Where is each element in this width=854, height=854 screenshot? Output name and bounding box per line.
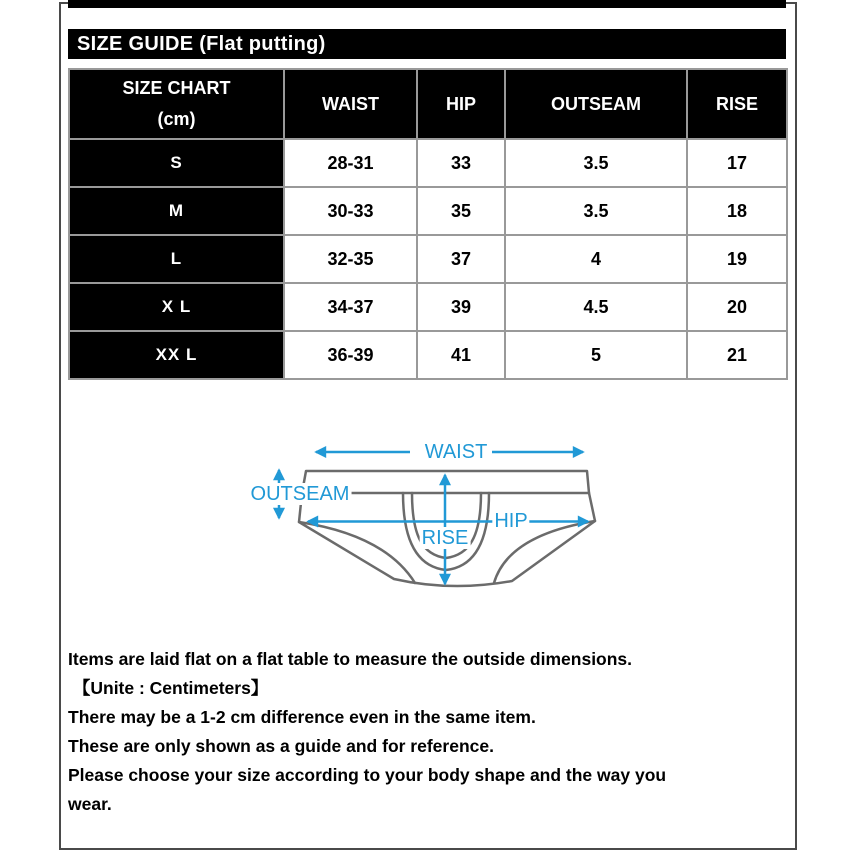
outseam-value: 3.5	[505, 187, 687, 235]
note-line: 【Unite : Centimeters】	[68, 678, 269, 698]
outseam-value: 4.5	[505, 283, 687, 331]
note-line: Please choose your size according to your body shape and the way you	[68, 765, 667, 785]
size-chart-header-line1: SIZE CHART	[122, 78, 231, 98]
note-line: wear.	[68, 794, 112, 814]
outseam-label: OUTSEAM	[250, 483, 350, 505]
size-guide-title-bar	[68, 29, 786, 59]
rise-value: 20	[687, 283, 787, 331]
rise-value: 17	[687, 139, 787, 187]
waist-value: 30-33	[284, 187, 417, 235]
rise-label: RISE	[421, 527, 469, 549]
rise-value: 21	[687, 331, 787, 379]
rise-value: 18	[687, 187, 787, 235]
size-chart-header-line2: (cm)	[157, 109, 196, 129]
size-label-l: L	[69, 235, 284, 283]
size-label-m: M	[69, 187, 284, 235]
waist-value: 36-39	[284, 331, 417, 379]
column-header-size-chart	[69, 69, 284, 139]
size-label-xl: X L	[69, 283, 284, 331]
hip-value: 37	[417, 235, 505, 283]
table-header-row	[69, 69, 787, 139]
waist-value: 34-37	[284, 283, 417, 331]
table-row	[69, 187, 787, 235]
note-line: Items are laid flat on a flat table to measure the outside dimensions.	[68, 649, 633, 669]
size-label-s: S	[69, 139, 284, 187]
note-line: There may be a 1-2 cm difference even in the same item.	[68, 707, 536, 727]
note-line: These are only shown as a guide and for reference.	[68, 736, 494, 756]
size-chart-table	[68, 68, 788, 380]
waist-value: 28-31	[284, 139, 417, 187]
hip-value: 39	[417, 283, 505, 331]
hip-value: 33	[417, 139, 505, 187]
column-header-outseam: OUTSEAM	[505, 69, 687, 139]
column-header-hip: HIP	[417, 69, 505, 139]
table-row	[69, 235, 787, 283]
waist-label: WAIST	[424, 441, 488, 463]
page-title: SIZE GUIDE (Flat putting)	[77, 33, 326, 55]
size-label-xxl: XX L	[69, 331, 284, 379]
hip-value: 35	[417, 187, 505, 235]
top-black-bar	[68, 0, 786, 8]
measurement-notes	[68, 645, 794, 819]
table-row	[69, 331, 787, 379]
column-header-rise: RISE	[687, 69, 787, 139]
table-row	[69, 283, 787, 331]
waist-value: 32-35	[284, 235, 417, 283]
rise-value: 19	[687, 235, 787, 283]
outseam-value: 3.5	[505, 139, 687, 187]
hip-label: HIP	[494, 510, 528, 532]
table-row	[69, 139, 787, 187]
outseam-value: 5	[505, 331, 687, 379]
column-header-waist: WAIST	[284, 69, 417, 139]
hip-value: 41	[417, 331, 505, 379]
outseam-value: 4	[505, 235, 687, 283]
